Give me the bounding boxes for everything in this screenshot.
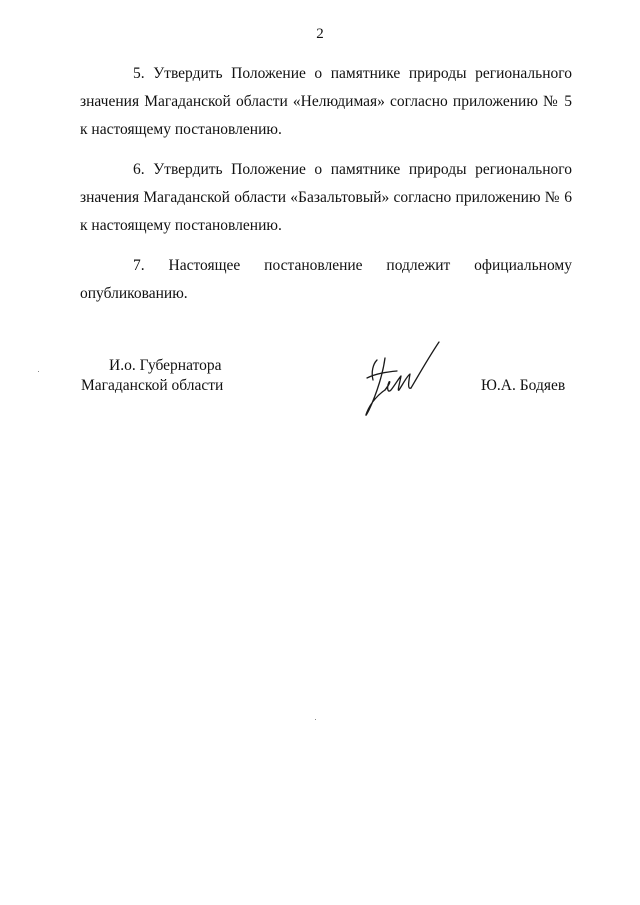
paragraph-item-7-line-1: 7. Настоящее постановление подлежит официальному <box>133 257 572 274</box>
paragraph-item-5: 5. Утвердить Положение о памятнике природы регионального значения Магаданской области «Нелюдимая» согласно приложению № 5 к настоящему постановлению. <box>80 65 572 138</box>
signer-name: Ю.А. Бодяев <box>481 377 566 394</box>
page-number: 2 <box>316 26 324 42</box>
document-body <box>80 60 572 308</box>
signer-title-line-2: Магаданской области <box>81 377 224 394</box>
scan-speck <box>315 719 316 720</box>
paragraph-item-6: 6. Утвердить Положение о памятнике природы регионального значения Магаданской области «Базальтовый» согласно приложению № 6 к настоящему постановлению. <box>80 161 572 234</box>
signer-title-line-1: И.о. Губернатора <box>109 357 222 374</box>
scan-speck <box>38 371 39 372</box>
paragraph-item-7 <box>80 252 572 308</box>
paragraph-item-7-line-2: опубликованию. <box>80 285 188 302</box>
handwritten-signature <box>355 338 445 420</box>
